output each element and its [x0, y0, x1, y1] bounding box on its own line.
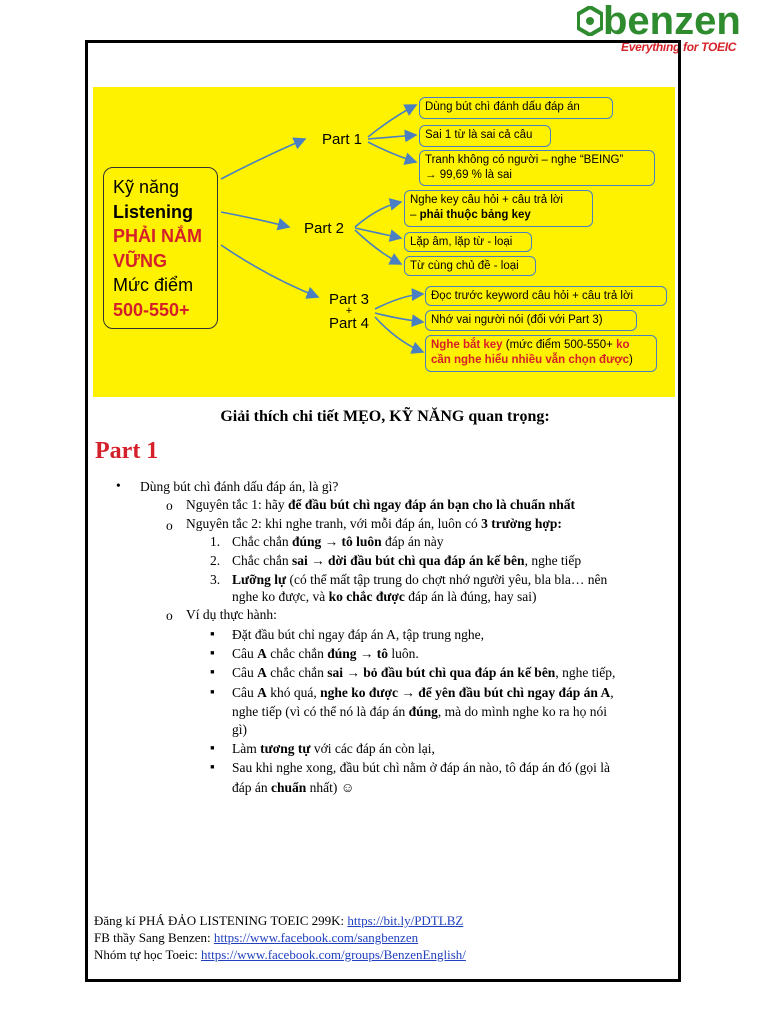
list-item — [232, 665, 615, 681]
t: với các đáp án còn lại, — [310, 741, 435, 756]
no-need-text: cần nghe hiểu nhiều vẫn chọn được — [431, 354, 629, 366]
list-item-continued — [232, 589, 536, 605]
box-same-topic: Từ cùng chủ đề - loại — [404, 256, 536, 276]
list-item-continued — [232, 780, 355, 796]
box-being — [419, 150, 655, 186]
footer-line-2 — [94, 930, 418, 946]
part3-text: Part 3 — [328, 291, 370, 308]
t: , mà do mình nghe ko ra họ nói — [437, 704, 607, 719]
bullet-dot-icon: • — [116, 478, 121, 493]
hexagon-logo-icon — [577, 6, 603, 36]
arrow-icon: → — [356, 646, 377, 661]
footer-text: Nhóm tự học Toeic: — [94, 947, 201, 962]
b: để yên đầu bút chì ngay đáp án A — [418, 685, 611, 700]
arrow-icon: → — [321, 534, 342, 549]
part34-label — [327, 292, 371, 331]
square-bullet-icon: ▪ — [210, 645, 215, 660]
facebook-link[interactable]: https://www.facebook.com/sangbenzen — [213, 930, 419, 945]
logo-tagline: Everything for TOEIC — [621, 40, 737, 54]
box-key-qa-line1: Nghe key câu hỏi + câu trả lời — [410, 194, 563, 206]
list-item: Dùng bút chì đánh dấu đáp án, là gì? — [140, 479, 339, 494]
b: nghe ko được — [320, 685, 398, 700]
box-being-line1: Tranh không có người – nghe “BEING” — [425, 154, 624, 166]
t: , — [610, 685, 614, 700]
list-item: Đặt đầu bút chỉ ngay đáp án A, tập trung nghe, — [232, 627, 484, 642]
square-bullet-icon: ▪ — [210, 664, 215, 679]
b: sai — [291, 553, 308, 568]
intro-line-2: Listening — [113, 201, 193, 222]
b: A — [257, 646, 267, 661]
t: Câu — [232, 685, 258, 700]
list-item-text: Nguyên tắc 1: hãy — [186, 497, 288, 512]
list-item — [232, 553, 581, 569]
footer-line-3 — [94, 947, 466, 963]
square-bullet-icon: ▪ — [210, 740, 215, 755]
part1-label: Part 1 — [322, 131, 363, 148]
b: bỏ đầu bút chì qua đáp án kế bên — [363, 665, 556, 680]
t: Câu — [232, 646, 258, 661]
footer-text: FB thầy Sang Benzen: — [94, 930, 214, 945]
b: dời đầu bút chì qua đáp án kế bên — [328, 553, 525, 568]
footer-text: Đăng kí PHÁ ĐẢO LISTENING TOEIC 299K: — [94, 913, 348, 928]
b: đúng — [291, 534, 322, 549]
b: ko chắc được — [328, 589, 405, 604]
list-item — [186, 516, 562, 532]
list-item-continued: gì) — [232, 722, 247, 737]
list-item-bold: 3 trường hợp: — [481, 516, 562, 531]
t: đáp án — [232, 780, 271, 795]
intro-text — [113, 175, 202, 322]
b: tương tự — [260, 741, 311, 756]
group-link[interactable]: https://www.facebook.com/groups/BenzenEnglish/ — [201, 947, 466, 962]
t: khó quá, — [266, 685, 321, 700]
b: tô — [376, 646, 388, 661]
box-pencil-mark: Dùng bút chì đánh dấu đáp án — [419, 97, 613, 119]
list-item-continued — [232, 704, 607, 720]
b: chuẩn — [270, 780, 307, 795]
t: chắc chắn — [266, 646, 328, 661]
box-speaker-role: Nhớ vai người nói (đối với Part 3) — [425, 310, 637, 331]
box-being-line2: → 99,69 % là sai — [425, 169, 512, 181]
b: đúng — [327, 646, 357, 661]
box-read-keyword: Đọc trước keyword câu hỏi + câu trả lời — [425, 286, 667, 306]
b: A — [257, 665, 267, 680]
part4-text: Part 4 — [328, 315, 370, 332]
square-bullet-icon: ▪ — [210, 626, 215, 641]
circle-bullet-icon: o — [166, 498, 173, 513]
box-one-word-wrong: Sai 1 từ là sai cả câu — [419, 125, 551, 147]
intro-line-5: Mức điểm — [113, 275, 194, 295]
box-catch-key — [425, 335, 657, 372]
intro-line-3: PHẢI NẮM — [113, 226, 202, 246]
t: Câu — [232, 665, 258, 680]
circle-bullet-icon: o — [166, 518, 173, 533]
list-item-bold: để đầu bút chì ngay đáp án bạn cho là chuẩn nhất — [287, 497, 575, 512]
t: Chắc chắn — [232, 534, 292, 549]
t: Chắc chắn — [232, 553, 292, 568]
intro-line-1: Kỹ năng — [113, 177, 180, 197]
square-bullet-icon: ▪ — [210, 759, 215, 774]
box-repeat-sound: Lặp âm, lặp từ - loại — [404, 232, 532, 252]
part2-label: Part 2 — [304, 220, 345, 237]
score-text: (mức điểm 500-550+ — [502, 339, 617, 351]
list-item — [232, 534, 444, 550]
b: A — [257, 685, 267, 700]
arrow-icon: → — [307, 553, 328, 568]
t: nhất) ☺ — [306, 780, 355, 795]
t: nghe ko được, và — [232, 589, 329, 604]
list-item — [186, 497, 575, 513]
register-link[interactable]: https://bit.ly/PDTLBZ — [347, 913, 464, 928]
list-item: Ví dụ thực hành: — [186, 607, 277, 622]
t: luôn. — [388, 646, 419, 661]
catch-key-text: Nghe bắt key — [431, 339, 503, 351]
list-number: 3. — [210, 572, 221, 587]
list-number: 2. — [210, 553, 221, 568]
list-item — [232, 646, 419, 662]
list-item: Sau khi nghe xong, đầu bút chì nằm ở đáp án nào, tô đáp án đó (gọi là — [232, 760, 610, 775]
list-item — [232, 685, 614, 701]
part1-title: Part 1 — [95, 438, 159, 464]
list-item — [232, 572, 607, 588]
b: tô luôn — [341, 534, 382, 549]
list-number: 1. — [210, 534, 221, 549]
ko-text: ko — [616, 339, 630, 351]
arrow-icon: → — [342, 665, 364, 680]
footer-line-1 — [94, 913, 463, 929]
list-item — [232, 741, 435, 757]
t: chắc chắn — [266, 665, 328, 680]
b: đúng — [408, 704, 438, 719]
key-table-text: phải thuộc bảng key — [419, 209, 531, 221]
square-bullet-icon: ▪ — [210, 684, 215, 699]
mindmap — [93, 87, 675, 397]
arrow-icon: → — [397, 685, 419, 700]
box-key-qa — [404, 190, 593, 227]
plus-text: + — [345, 305, 353, 317]
t: đáp án này — [381, 534, 444, 549]
b: Lưỡng lự — [232, 572, 287, 587]
t: , nghe tiếp — [524, 553, 582, 568]
logo-wordmark: benzen — [603, 0, 741, 43]
close-paren-text: ) — [628, 354, 633, 366]
list-item-text: Nguyên tắc 2: khi nghe tranh, với mỗi đáp án, luôn có — [186, 516, 482, 531]
intro-line-4: VỮNG — [113, 250, 167, 271]
intro-line-6: 500-550+ — [113, 299, 190, 320]
t: (có thể mất tập trung do chợt nhớ người yêu, bla bla… nên — [286, 572, 608, 587]
t: , nghe tiếp, — [555, 665, 616, 680]
b: sai — [327, 665, 343, 680]
section-heading: Giải thích chi tiết MẸO, KỸ NĂNG quan trọng: — [220, 408, 550, 425]
t: đáp án là đúng, hay sai) — [404, 589, 537, 604]
circle-bullet-icon: o — [166, 608, 173, 623]
t: nghe tiếp (vì có thể nó là đáp án — [232, 704, 409, 719]
dash-text: – — [410, 209, 420, 221]
t: Làm — [232, 741, 261, 756]
